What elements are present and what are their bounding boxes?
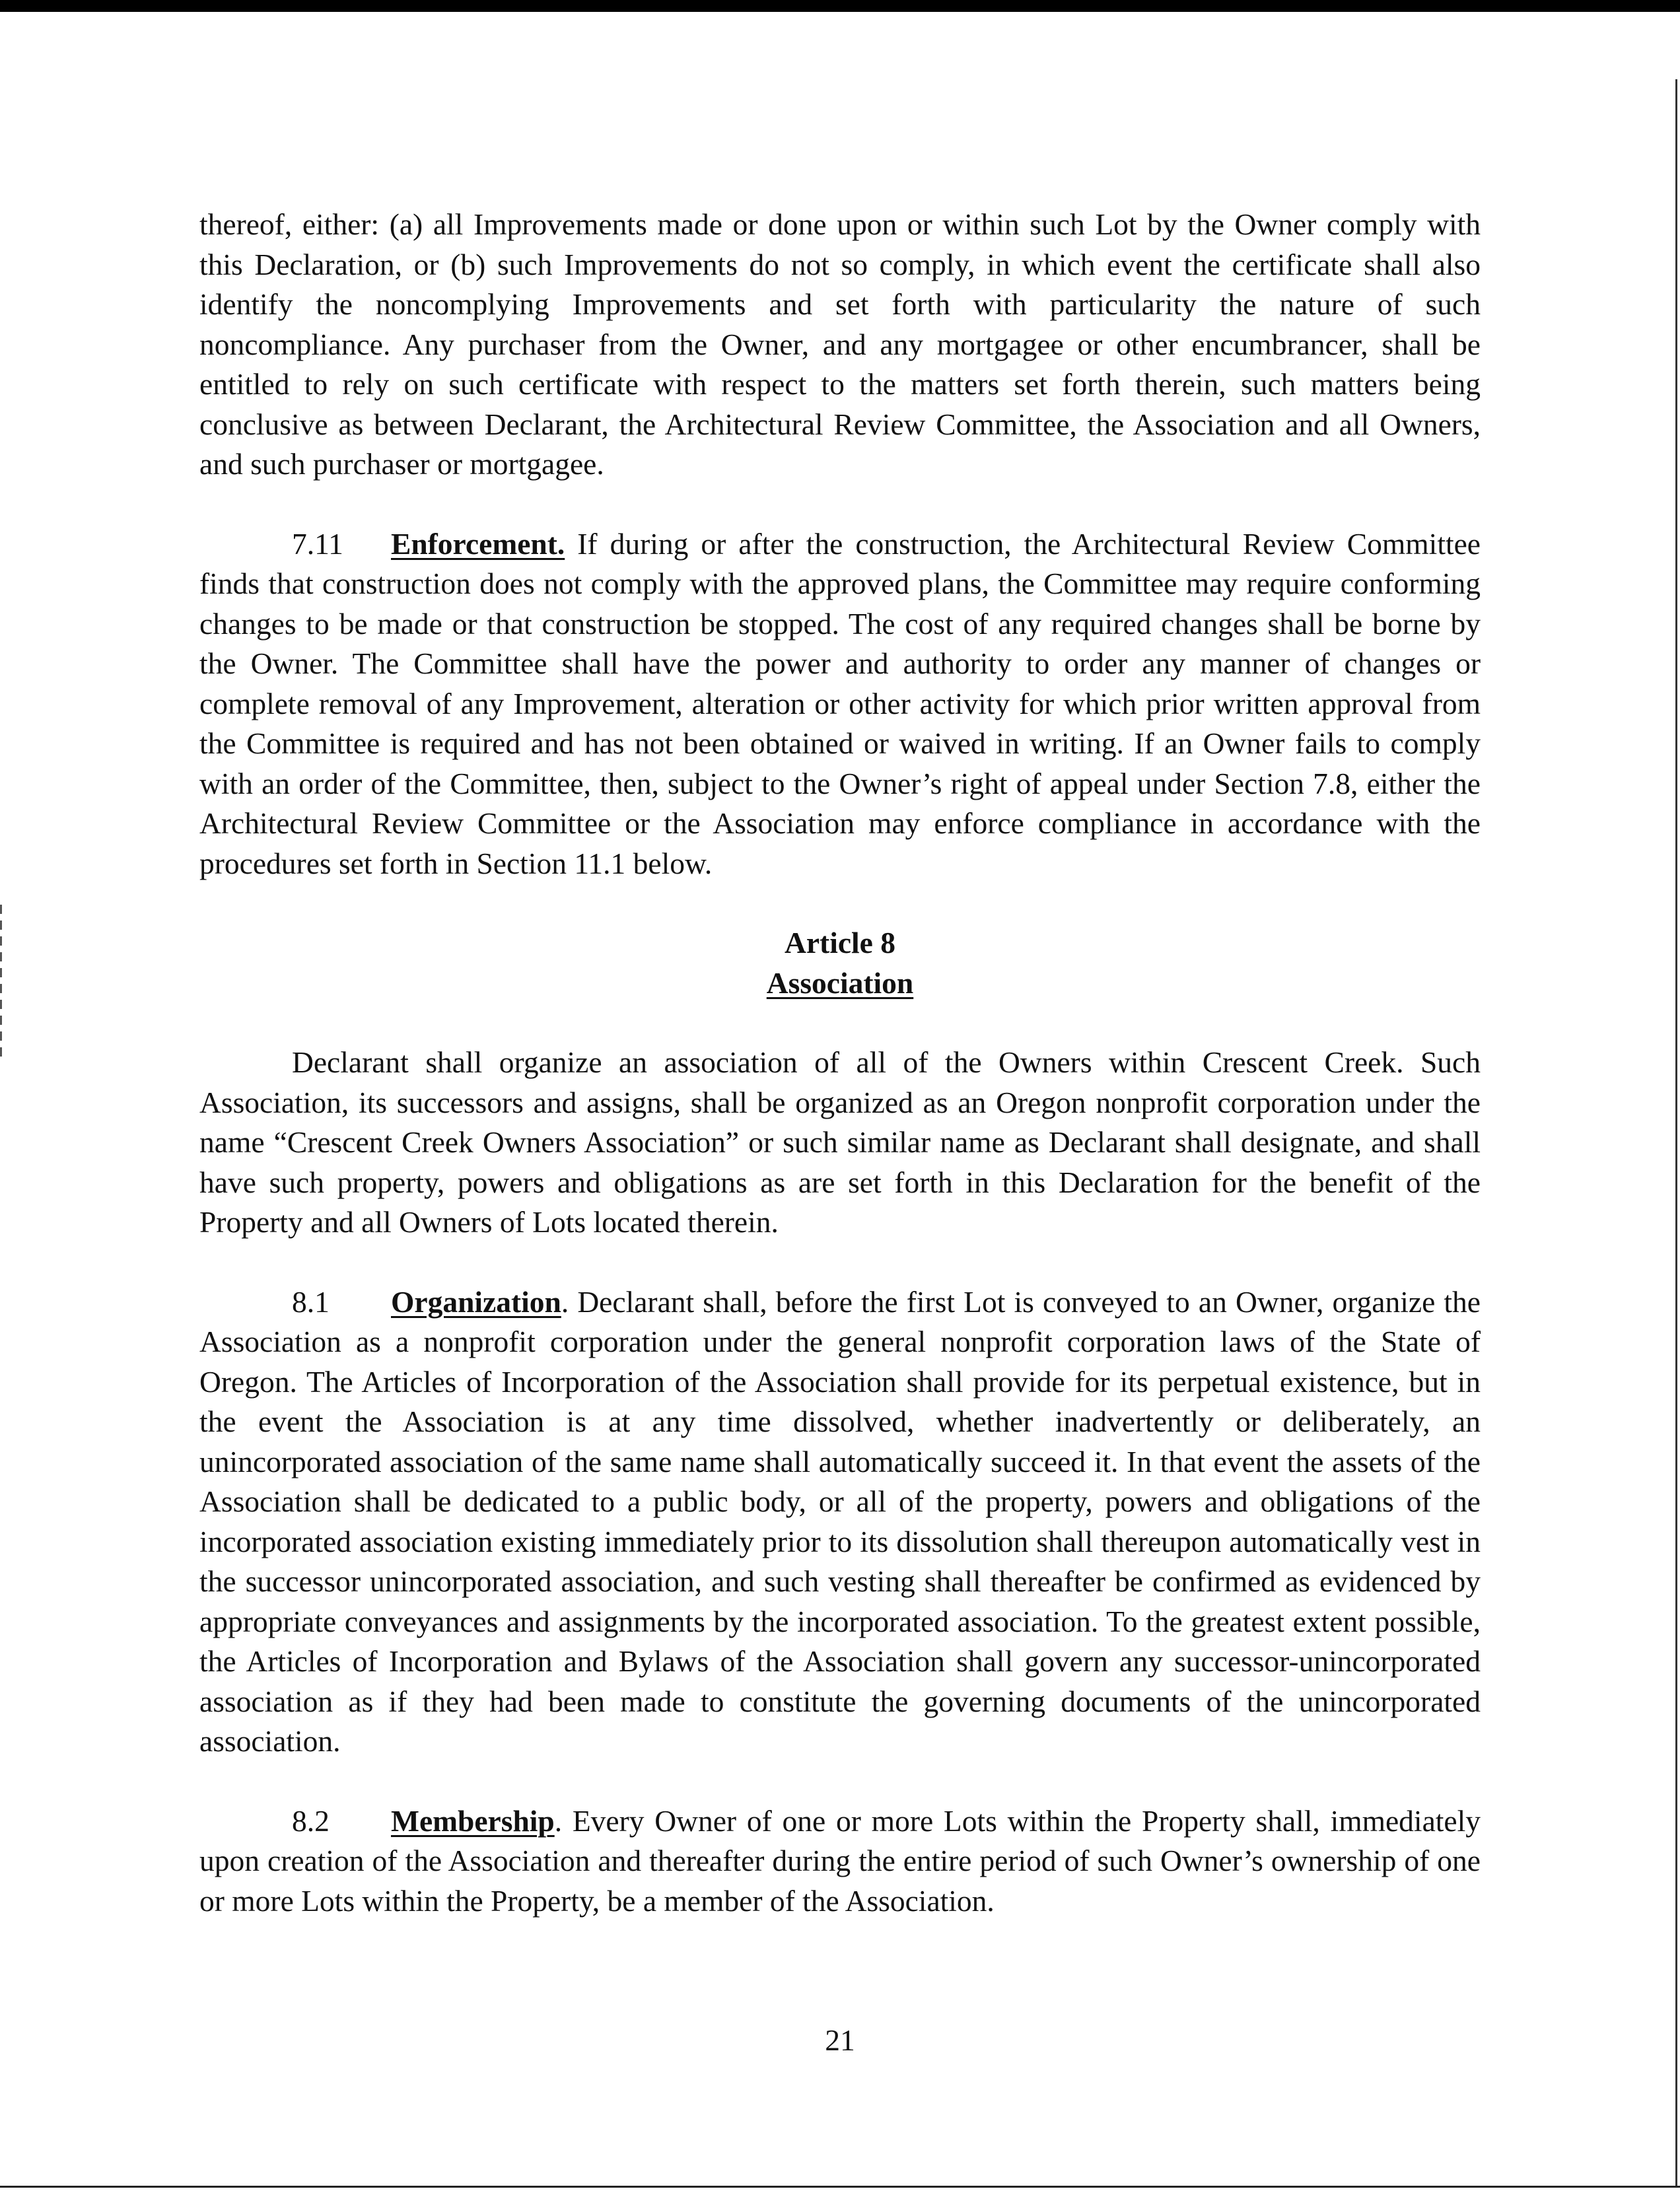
article-label: Article 8 <box>784 926 895 959</box>
document-page <box>199 205 1481 1921</box>
section-body: If during or after the construction, the Architectural Review Committee finds that construction does not comply with the approved plans, the Committee may require conforming changes to be made or that construction be stopped. The cost of any required changes shall be borne by the Owner. The Committee shall have the power and authority to order any manner of changes or complete removal of any Improvement, alteration or other activity for which prior written approval from the Committee is required and has not been obtained or waived in writing. If an Owner fails to comply with an order of the Committee, then, subject to the Owner’s right of appeal under Section 7.8, either the Architectural Review Committee or the Association may enforce compliance in accordance with the procedures set forth in Section 11.1 below. <box>199 526 1481 880</box>
article-intro: Declarant shall organize an association of all of the Owners within Crescent Creek. Such Association, its successors and assigns, shall be organized as an Oregon nonprofit corporation under the name “Crescent Creek Owners Association” or such similar name as Declarant shall designate, and shall have such property, powers and obligations as are set forth in this Declaration for the benefit of the Property and all Owners of Lots located therein. <box>199 1045 1481 1239</box>
section-number: 8.2 <box>292 1803 330 1838</box>
section-title: Enforcement. <box>391 526 565 561</box>
scan-bottom-border <box>0 2186 1680 2188</box>
section-body: . Declarant shall, before the first Lot is conveyed to an Owner, organize the Association as a nonprofit corporation under the general nonprofit corporation laws of the State of Oregon. The Articles of Incorporation of the Association shall provide for its perpetual existence, but in the event the Association is at any time dissolved, whether inadvertently or deliberately, an unincorporated association of the same name shall automatically succeed it. In that event the assets of the Association shall be dedicated to a public body, or all of the property, powers and obligations of the incorporated association existing immediately prior to its dissolution shall thereupon automatically vest in the successor unincorporated association, and such vesting shall thereafter be confirmed as evidenced by appropriate conveyances and assignments by the incorporated association. To the greatest extent possible, the Articles of Incorporation and Bylaws of the Association shall govern any successor-unincorporated association as if they had been made to constitute the governing documents of the unincorporated association. <box>199 1284 1481 1758</box>
section-number: 8.1 <box>292 1284 330 1319</box>
section-7-11 <box>199 524 1481 884</box>
page-number: 21 <box>825 2023 855 2057</box>
article-title: Association <box>766 965 914 1000</box>
section-title: Membership <box>391 1803 555 1838</box>
section-8-2 <box>199 1801 1481 1922</box>
section-number: 7.11 <box>292 526 343 561</box>
scan-top-border <box>0 0 1680 12</box>
section-title: Organization <box>391 1284 561 1319</box>
opening-paragraph: thereof, either: (a) all Improvements made or done upon or within such Lot by the Owner comply with this Declaration, or (b) such Improvements do not so comply, in which event the certificate shall also identify the noncomplying Improvements and set forth with particularity the nature of such noncompliance. Any purchaser from the Owner, and any mortgagee or other encumbrancer, shall be entitled to rely on such certificate with respect to the matters set forth therein, such matters being conclusive as between Declarant, the Architectural Review Committee, the Association and all Owners, and such purchaser or mortgagee. <box>199 207 1481 481</box>
article-heading <box>199 923 1481 1003</box>
section-body: . Every Owner of one or more Lots within the Property shall, immediately upon creation of the Association and thereafter during the entire period of such Owner’s ownership of one or more Lots within the Property, be a member of the Association. <box>199 1803 1481 1918</box>
scan-right-edge <box>1675 79 1677 2186</box>
scan-left-marks <box>0 905 2 1063</box>
section-8-1 <box>199 1282 1481 1762</box>
